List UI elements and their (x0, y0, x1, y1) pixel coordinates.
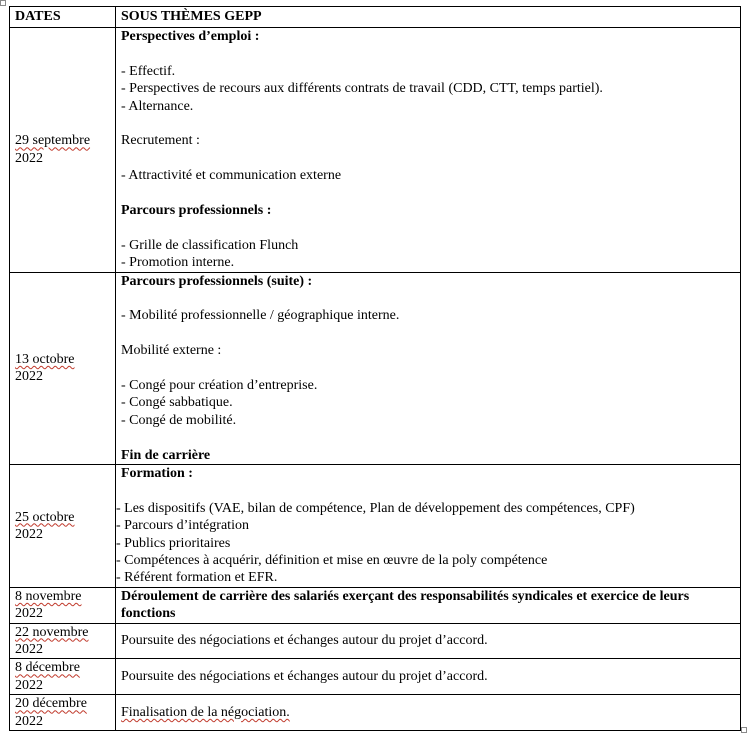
topic-text: Déroulement de carrière des salariés exerçant des responsabilités syndicales et exercice de leurs fonctions (121, 588, 690, 622)
table-row (10, 587, 741, 623)
table-header-row (10, 7, 741, 28)
list-item: - Compétences à acquérir, définition et mise en œuvre de la poly compétence (116, 553, 548, 569)
list-item: - Congé pour création d’entreprise. (121, 378, 318, 393)
date-year: 2022 (15, 713, 43, 729)
date-year: 2022 (15, 150, 43, 166)
topic-text: Poursuite des négociations et échanges autour du projet d’accord. (121, 669, 488, 685)
date-cell (10, 623, 116, 659)
topic-text: Finalisation de la négociation. (121, 704, 290, 720)
section-title: Formation : (121, 466, 193, 482)
topic-cell (116, 623, 741, 659)
table-row (10, 28, 741, 273)
date-cell (10, 587, 116, 623)
topic-cell (116, 272, 741, 464)
list-item: - Parcours d’intégration (116, 518, 249, 534)
table-anchor-marker (0, 0, 6, 6)
list-item: - Grille de classification Flunch (121, 237, 299, 253)
date-day-month: 20 décembre (15, 696, 87, 712)
header-dates: DATES (10, 7, 116, 28)
section-title: Recrutement : (121, 133, 200, 149)
table-row (10, 695, 741, 731)
topic-text: Poursuite des négociations et échanges autour du projet d’accord. (121, 633, 488, 649)
date-cell (10, 272, 116, 464)
list-item: - Attractivité et communication externe (121, 168, 342, 184)
table-row (10, 623, 741, 659)
date-year: 2022 (15, 526, 43, 542)
topic-cell (116, 465, 741, 588)
section-title: Parcours professionnels : (121, 203, 272, 218)
date-day-month: 8 novembre (15, 588, 82, 604)
date-day-month: 25 octobre (15, 509, 75, 525)
section-title: Perspectives d’emploi : (121, 29, 260, 44)
header-themes: SOUS THÈMES GEPP (116, 7, 741, 28)
section-title: Parcours professionnels (suite) : (121, 273, 313, 289)
date-day-month: 13 octobre (15, 351, 75, 367)
date-year: 2022 (15, 642, 43, 658)
date-day-month: 22 novembre (15, 624, 89, 640)
date-day-month: 8 décembre (15, 660, 80, 676)
list-item: - Mobilité professionnelle / géographique interne. (121, 308, 400, 324)
section-title: Fin de carrière (121, 447, 211, 463)
list-item: - Perspectives de recours aux différents contrats de travail (CDD, CTT, temps partiel). (121, 81, 603, 97)
topic-cell (116, 587, 741, 623)
list-item: - Les dispositifs (VAE, bilan de compétence, Plan de développement des compétences, CPF) (116, 500, 635, 516)
date-year: 2022 (15, 369, 43, 385)
list-item: - Publics prioritaires (116, 535, 231, 551)
gepp-schedule-table (9, 6, 741, 731)
date-day-month: 29 septembre (15, 133, 91, 149)
date-cell (10, 659, 116, 695)
date-cell (10, 465, 116, 588)
date-cell (10, 28, 116, 273)
topic-cell (116, 659, 741, 695)
table-row (10, 465, 741, 588)
topic-cell (116, 28, 741, 273)
list-item: - Alternance. (121, 98, 194, 114)
section-title: Mobilité externe : (121, 343, 222, 359)
date-year: 2022 (15, 677, 43, 693)
table-row (10, 272, 741, 464)
list-item: - Référent formation et EFR. (116, 570, 278, 586)
list-item: - Congé de mobilité. (121, 412, 237, 428)
table-row (10, 659, 741, 695)
table-resize-handle[interactable] (741, 727, 747, 733)
list-item: - Promotion interne. (121, 255, 235, 271)
topic-cell (116, 695, 741, 731)
date-cell (10, 695, 116, 731)
date-year: 2022 (15, 606, 43, 622)
list-item: - Effectif. (121, 63, 176, 79)
list-item: - Congé sabbatique. (121, 395, 233, 411)
